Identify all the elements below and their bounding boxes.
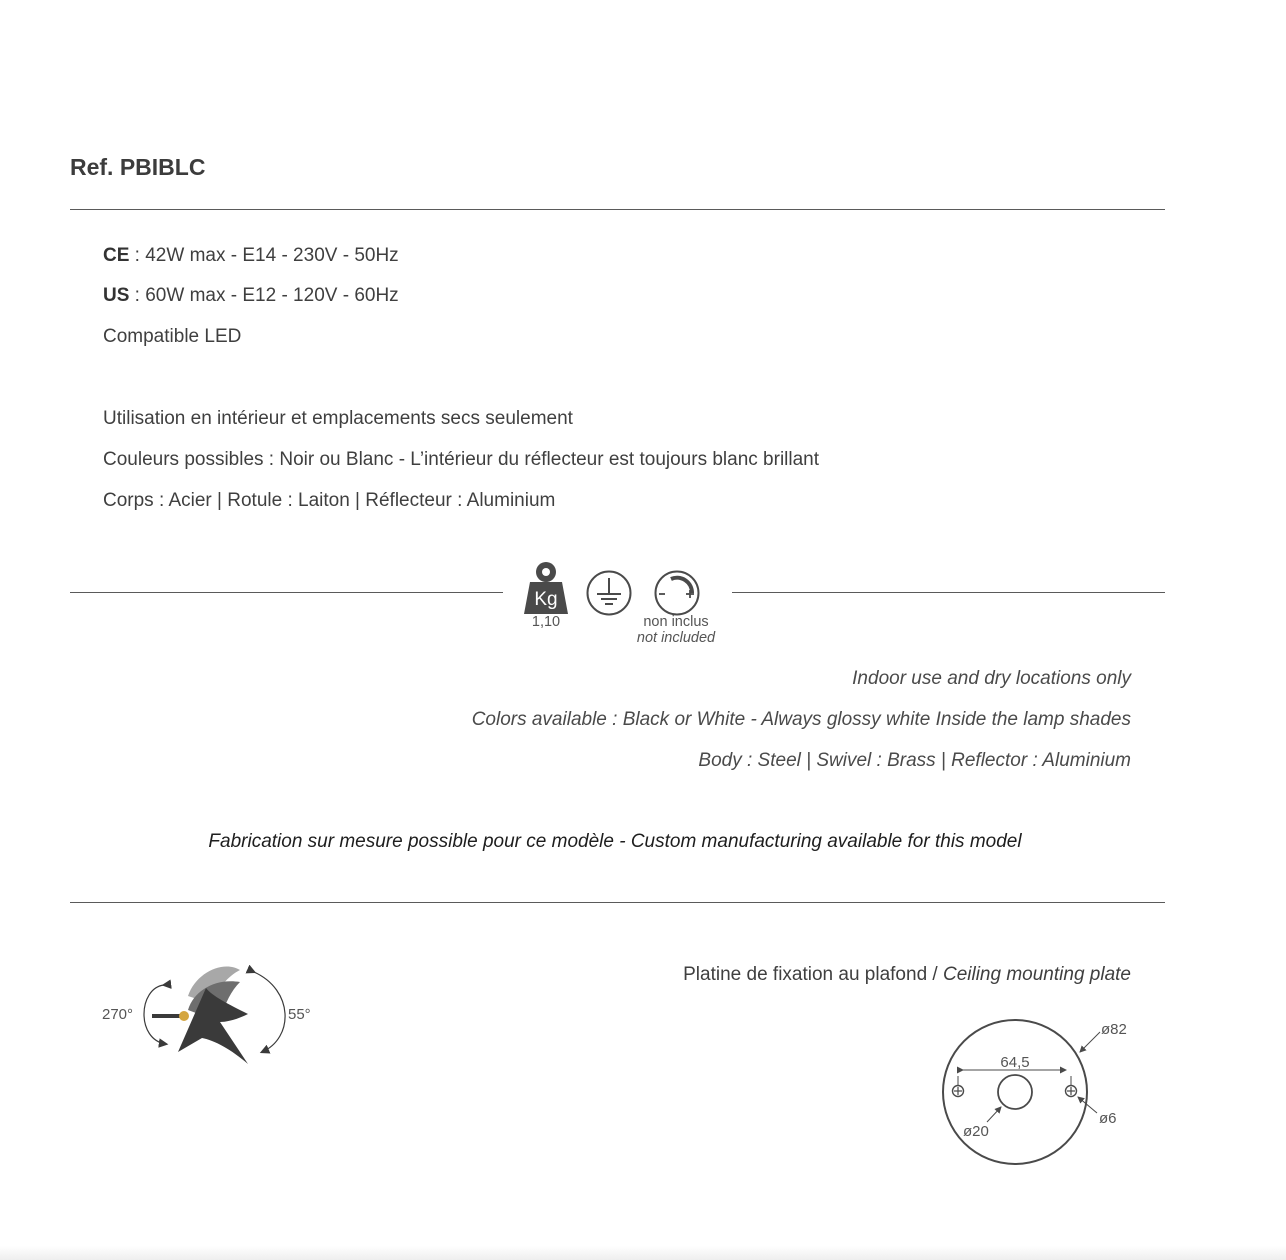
dimmer-icon xyxy=(653,569,701,617)
lamp-shade xyxy=(178,988,248,1064)
dimension-hole-diameter: ø6 xyxy=(1099,1110,1117,1127)
custom-note: Fabrication sur mesure possible pour ce modèle - Custom manufacturing available for this model xyxy=(208,831,1022,852)
mounting-plate-title-en: Ceiling mounting plate xyxy=(942,964,1131,985)
spec-ce-value: : 42W max - E14 - 230V - 50Hz xyxy=(129,245,399,266)
divider-top xyxy=(70,209,1165,210)
swivel-joint xyxy=(179,1011,189,1021)
rotation-arc-vertical xyxy=(254,972,285,1052)
spec-led: Compatible LED xyxy=(103,326,242,347)
ground-icon xyxy=(585,569,633,617)
weight-unit: Kg xyxy=(534,589,558,610)
spec-ce-label: CE xyxy=(103,245,130,266)
mounting-plate-diagram xyxy=(935,1010,1155,1174)
divider-icons-right xyxy=(732,592,1165,593)
spec-ce xyxy=(103,245,399,267)
rotation-diagram xyxy=(136,960,292,1068)
en-colors: Colors available : Black or White - Always glossy white Inside the lamp shades xyxy=(471,709,1131,730)
spec-us-label: US xyxy=(103,285,130,306)
mounting-plate-title-fr: Platine de fixation au plafond / xyxy=(683,964,943,985)
mounting-plate-title xyxy=(683,964,1131,986)
spec-us-value: : 60W max - E12 - 120V - 60Hz xyxy=(129,285,399,306)
page-bottom-edge xyxy=(0,1246,1286,1260)
rotation-vertical-label: 55° xyxy=(288,1006,311,1023)
dimension-center-diameter: ø20 xyxy=(963,1123,989,1140)
dimension-outer-diameter: ø82 xyxy=(1101,1021,1127,1038)
spec-us xyxy=(103,285,399,307)
plate-center-hole xyxy=(998,1075,1032,1109)
en-materials: Body : Steel | Swivel : Brass | Reflector : Aluminium xyxy=(698,750,1131,771)
dimmer-note-fr: non inclus xyxy=(643,614,709,630)
dimmer-note-en: not included xyxy=(636,630,716,646)
weight-icon xyxy=(522,561,570,617)
dimension-spacing: 64,5 xyxy=(1000,1054,1030,1071)
weight-value: 1,10 xyxy=(531,614,561,630)
divider-bottom xyxy=(70,902,1165,903)
en-usage: Indoor use and dry locations only xyxy=(852,668,1131,689)
plate-hole-right xyxy=(1066,1086,1077,1097)
fr-colors: Couleurs possibles : Noir ou Blanc - L’intérieur du réflecteur est toujours blanc brillant xyxy=(103,449,820,470)
reference-title: Ref. PBIBLC xyxy=(70,154,206,180)
plate-hole-left xyxy=(953,1086,964,1097)
fr-usage: Utilisation en intérieur et emplacements secs seulement xyxy=(103,408,573,429)
divider-icons-left xyxy=(70,592,503,593)
rotation-horizontal-label: 270° xyxy=(102,1006,134,1023)
fr-materials: Corps : Acier | Rotule : Laiton | Réflecteur : Aluminium xyxy=(103,490,556,511)
